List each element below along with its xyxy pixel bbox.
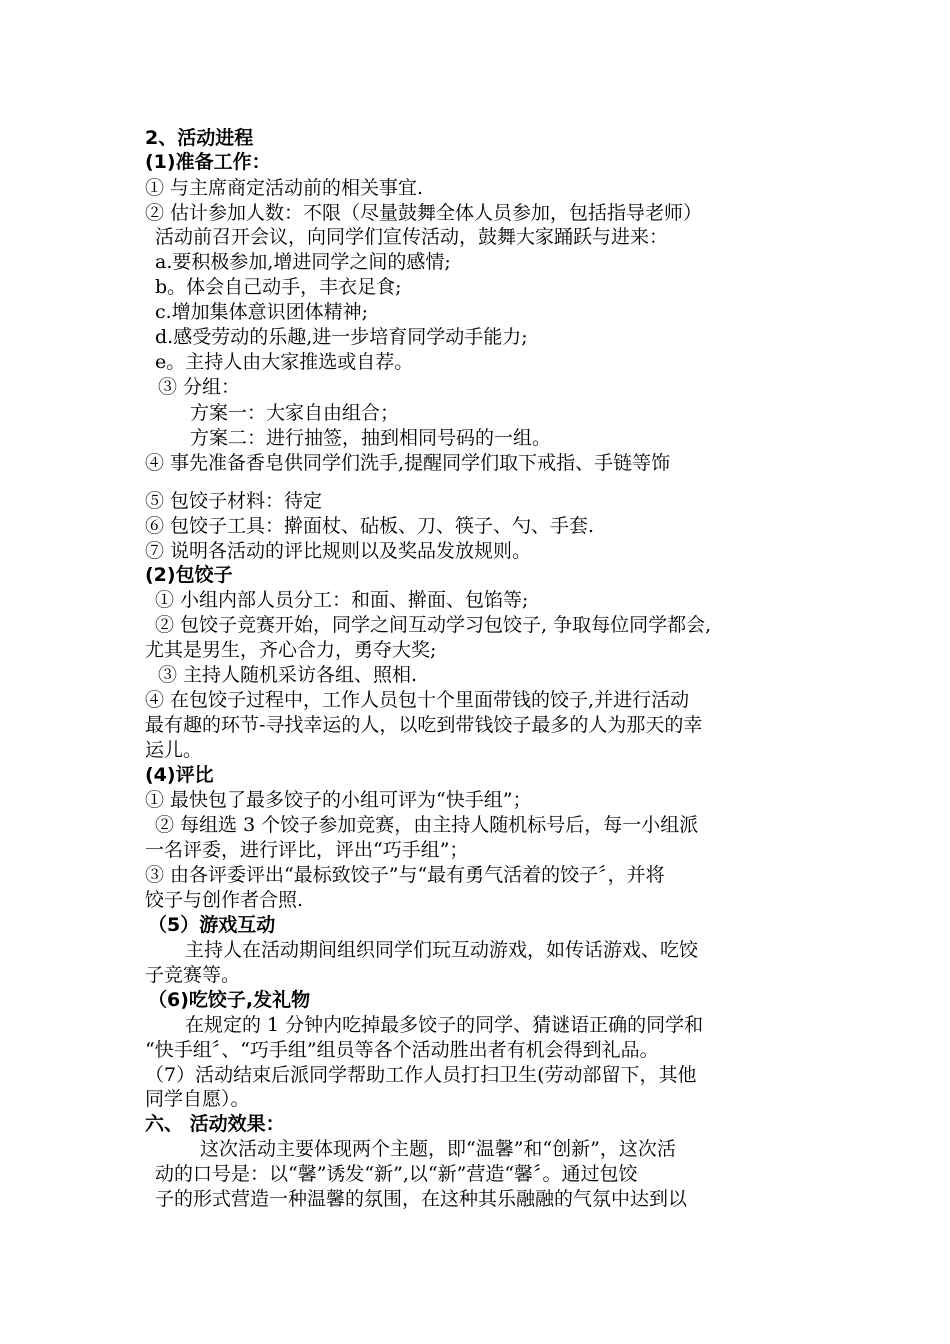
section-heading-activity-effect: 六、 活动效果：	[145, 1113, 285, 1135]
text-line: 动的口号是：以“馨”诱发“新”,以“新”营造“馨〞。通过包饺	[155, 1163, 638, 1185]
text-line: 子竞赛等。	[145, 964, 241, 986]
text-line: 同学自愿）。	[145, 1088, 250, 1110]
text-line: 方案二：进行抽签，抽到相同号码的一组。	[190, 427, 552, 449]
text-line: ④ 事先准备香皂供同学们洗手,提醒同学们取下戒指、手链等饰	[145, 452, 671, 474]
text-line: 在规定的 1 分钟内吃掉最多饺子的同学、猜谜语正确的同学和	[185, 1014, 704, 1036]
text-line: 这次活动主要体现两个主题，即“温馨”和“创新”，这次活	[200, 1138, 676, 1160]
text-line: 尤其是男生，齐心合力，勇夺大奖;	[145, 639, 437, 661]
section-heading-activity-process: 2、活动进程	[145, 127, 254, 149]
subheading-games: （5）游戏互动	[148, 914, 276, 936]
text-line: 活动前召开会议，向同学们宣传活动，鼓舞大家踊跃与进来：	[155, 226, 669, 248]
text-line: ② 包饺子竞赛开始，同学之间互动学习包饺子, 争取每位同学都会,	[155, 614, 712, 636]
text-line: 一名评委，进行评比，评出“巧手组”；	[145, 839, 469, 861]
subheading-eat-and-gifts: （6)吃饺子,发礼物	[148, 989, 311, 1011]
text-line: 主持人在活动期间组织同学们玩互动游戏，如传话游戏、吃饺	[185, 939, 699, 961]
subheading-judging: (4)评比	[145, 764, 214, 786]
list-item: c.增加集体意识团体精神;	[155, 301, 369, 323]
text-line: 运儿。	[145, 739, 203, 761]
text-line: ③ 主持人随机采访各组、照相.	[158, 664, 418, 686]
text-line: 最有趣的环节-寻找幸运的人，以吃到带钱饺子最多的人为那天的幸	[145, 714, 703, 736]
text-line: ⑤ 包饺子材料：待定	[145, 490, 323, 512]
list-item: b。体会自己动手，丰衣足食;	[155, 276, 402, 298]
text-line: ③ 分组：	[158, 376, 241, 398]
text-line: ⑥ 包饺子工具：擀面杖、砧板、刀、筷子、勺、手套.	[145, 515, 595, 537]
list-item: d.感受劳动的乐趣,进一步培育同学动手能力;	[155, 326, 528, 348]
list-item: e。主持人由大家推选或自荐。	[155, 351, 414, 373]
text-line: “快手组〞、“巧手组”组员等各个活动胜出者有机会得到礼品。	[145, 1039, 659, 1061]
text-line: ② 估计参加人数：不限（尽量鼓舞全体人员参加，包括指导老师）	[145, 202, 703, 224]
subheading-preparation: (1)准备工作：	[145, 151, 271, 173]
text-line: 饺子与创作者合照.	[145, 889, 304, 911]
text-line: ① 最快包了最多饺子的小组可评为“快手组”；	[145, 789, 532, 811]
text-line: （7）活动结束后派同学帮助工作人员打扫卫生(劳动部留下，其他	[145, 1064, 697, 1086]
list-item: a.要积极参加,增进同学之间的感情;	[155, 251, 451, 273]
text-line: ⑦ 说明各活动的评比规则以及奖品发放规则。	[145, 540, 532, 562]
text-line: ③ 由各评委评出“最标致饺子”与“最有勇气活着的饺子〞，并将	[145, 864, 665, 886]
text-line: ① 小组内部人员分工：和面、擀面、包馅等;	[155, 589, 529, 611]
text-line: ④ 在包饺子过程中，工作人员包十个里面带钱的饺子,并进行活动	[145, 689, 690, 711]
text-line: ① 与主席商定活动前的相关事宜.	[145, 177, 424, 199]
text-line: 方案一：大家自由组合；	[190, 402, 400, 424]
text-line: 子的形式营造一种温馨的氛围，在这种其乐融融的气氛中达到以	[155, 1188, 688, 1210]
text-line: ② 每组选 3 个饺子参加竞赛，由主持人随机标号后，每一小组派	[155, 814, 699, 836]
subheading-making-dumplings: (2)包饺子	[145, 564, 233, 586]
